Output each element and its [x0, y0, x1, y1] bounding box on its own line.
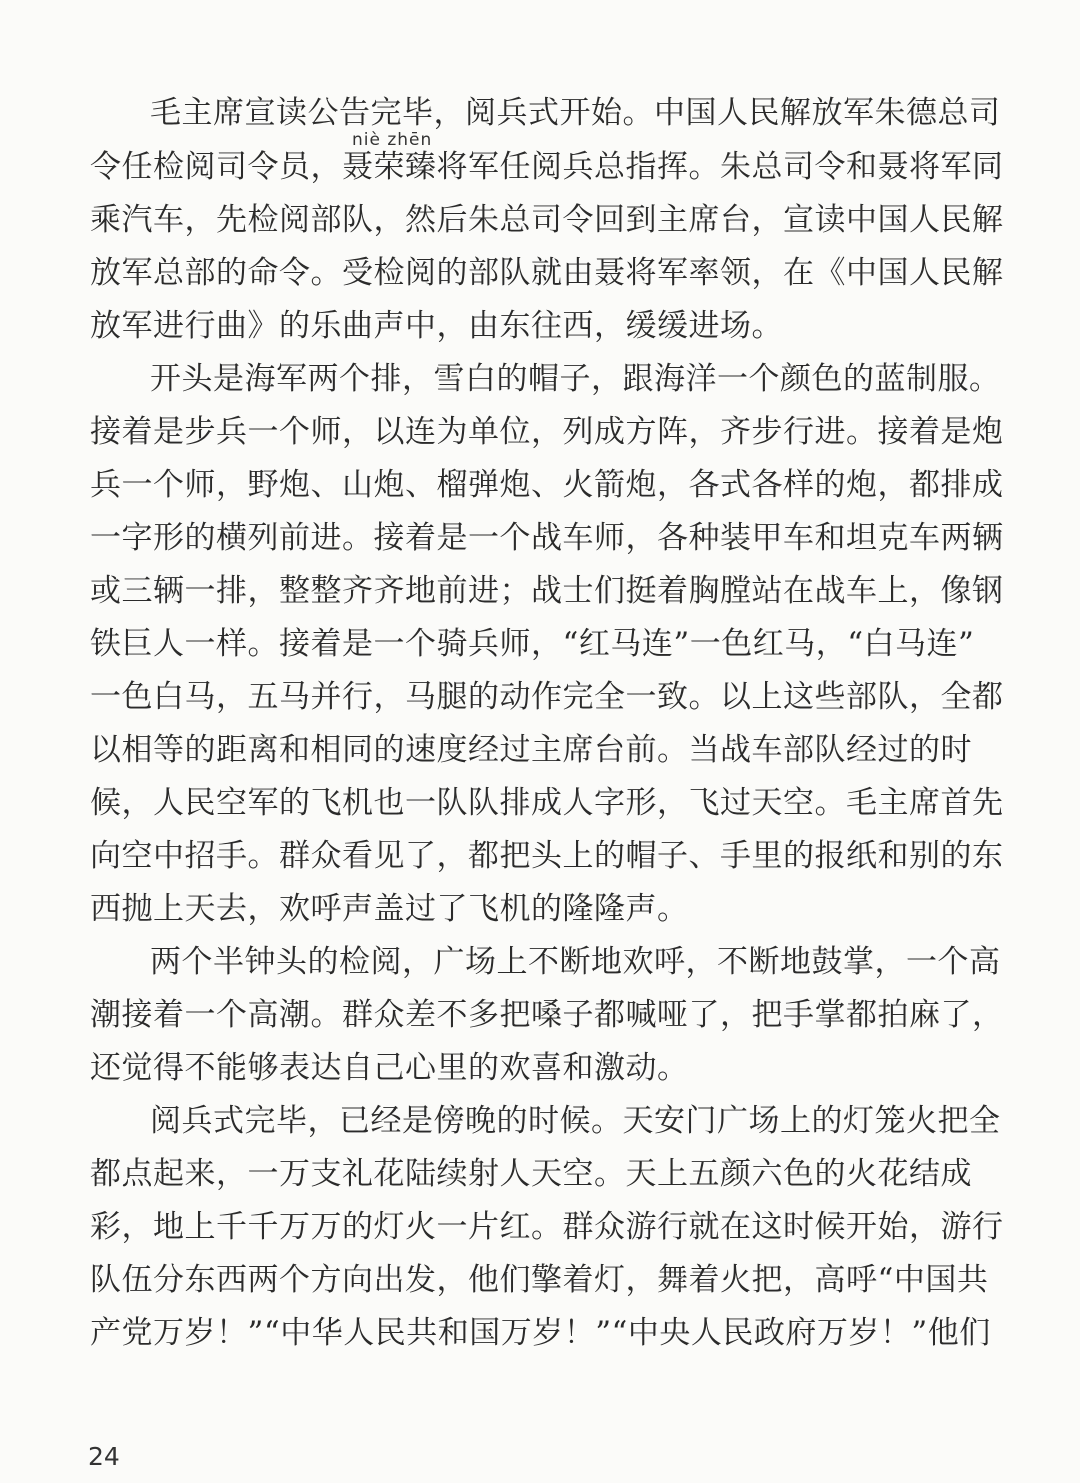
- text-line-24: 产党万岁！”“中华人民共和国万岁！”“中央人民政府万岁！”他们: [90, 1315, 991, 1351]
- pinyin-annotation: niè zhēn: [352, 130, 433, 150]
- text-line-17: 两个半钟头的检阅，广场上不断地欢呼，不断地鼓掌，一个高: [150, 944, 1001, 980]
- text-line-3: 乘汽车，先检阅部队，然后朱总司令回到主席台，宣读中国人民解: [90, 202, 1004, 238]
- text-line-14: 候，人民空军的飞机也一队队排成人字形，飞过天空。毛主席首先: [90, 785, 1004, 821]
- text-line-11: 铁巨人一样。接着是一个骑兵师，“红马连”一色红马，“白马连”: [90, 626, 975, 662]
- text-line-20: 阅兵式完毕，已经是傍晚的时候。天安门广场上的灯笼火把全: [150, 1103, 1001, 1139]
- text-line-2: 令任检阅司令员，聂荣臻将军任阅兵总指挥。朱总司令和聂将军同: [90, 149, 1004, 185]
- text-line-16: 西抛上天去，欢呼声盖过了飞机的隆隆声。: [90, 891, 689, 927]
- text-line-9: 一字形的横列前进。接着是一个战车师，各种装甲车和坦克车两辆: [90, 520, 1004, 556]
- text-line-10: 或三辆一排，整整齐齐地前进；战士们挺着胸膛站在战车上，像钢: [90, 573, 1004, 609]
- page-number: 24: [88, 1442, 120, 1471]
- text-line-18: 潮接着一个高潮。群众差不多把嗓子都喊哑了，把手掌都拍麻了，: [90, 997, 1004, 1033]
- text-line-15: 向空中招手。群众看见了，都把头上的帽子、手里的报纸和别的东: [90, 838, 1004, 874]
- text-line-23: 队伍分东西两个方向出发，他们擎着灯，舞着火把，高呼“中国共: [90, 1262, 989, 1298]
- text-line-1: 毛主席宣读公告完毕，阅兵式开始。中国人民解放军朱德总司: [150, 95, 1001, 131]
- text-line-13: 以相等的距离和相同的速度经过主席台前。当战车部队经过的时: [90, 732, 972, 768]
- text-line-22: 彩，地上千千万万的灯火一片红。群众游行就在这时候开始，游行: [90, 1209, 1004, 1245]
- text-line-6: 开头是海军两个排，雪白的帽子，跟海洋一个颜色的蓝制服。: [150, 361, 1001, 397]
- text-line-8: 兵一个师，野炮、山炮、榴弹炮、火箭炮，各式各样的炮，都排成: [90, 467, 1004, 503]
- text-line-19: 还觉得不能够表达自己心里的欢喜和激动。: [90, 1050, 689, 1086]
- text-line-12: 一色白马，五马并行，马腿的动作完全一致。以上这些部队，全都: [90, 679, 1004, 715]
- text-line-4: 放军总部的命令。受检阅的部队就由聂将军率领，在《中国人民解: [90, 255, 1004, 291]
- text-line-5: 放军进行曲》的乐曲声中，由东往西，缓缓进场。: [90, 308, 783, 344]
- text-line-21: 都点起来，一万支礼花陆续射人天空。天上五颜六色的火花结成: [90, 1156, 972, 1192]
- text-line-7: 接着是步兵一个师，以连为单位，列成方阵，齐步行进。接着是炮: [90, 414, 1004, 450]
